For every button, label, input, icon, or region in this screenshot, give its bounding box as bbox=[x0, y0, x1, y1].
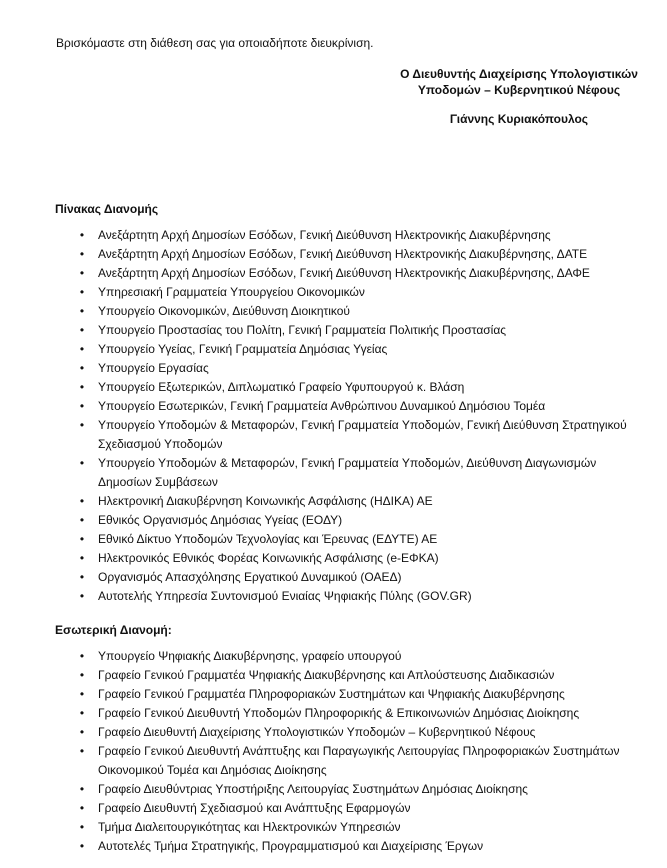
bullet-icon: • bbox=[79, 494, 85, 508]
list-item bbox=[0, 226, 667, 245]
bullet-icon: • bbox=[79, 380, 85, 394]
bullet-icon: • bbox=[79, 839, 85, 853]
list-item-text: Αυτοτελές Τμήμα Στρατηγικής, Προγραμματισμού και Διαχείρισης Έργων bbox=[98, 839, 484, 853]
list-item-text: Υπουργείο Προστασίας του Πολίτη, Γενική Γραμματεία Πολιτικής Προστασίας bbox=[98, 323, 507, 337]
list-item-text: Υπουργείο Υποδομών & Μεταφορών, Γενική Γραμματεία Υποδομών, Γενική Διεύθυνση Στρατηγικού Σχεδιασμού Υποδομών bbox=[98, 418, 627, 451]
bullet-icon: • bbox=[79, 551, 85, 565]
bullet-icon: • bbox=[79, 687, 85, 701]
list-item bbox=[0, 666, 667, 685]
list-item bbox=[0, 321, 667, 340]
list-item bbox=[0, 283, 667, 302]
bullet-icon: • bbox=[79, 399, 85, 413]
bullet-icon: • bbox=[79, 725, 85, 739]
list-item bbox=[0, 587, 667, 606]
list-item bbox=[0, 723, 667, 742]
list-item bbox=[0, 647, 667, 666]
list-item-text: Υπουργείο Οικονομικών, Διεύθυνση Διοικητικού bbox=[98, 304, 350, 318]
list-item-text: Υπουργείο Εργασίας bbox=[98, 361, 209, 375]
list-item bbox=[0, 359, 667, 378]
bullet-icon: • bbox=[79, 801, 85, 815]
bullet-icon: • bbox=[79, 706, 85, 720]
list-item bbox=[0, 454, 667, 492]
bullet-icon: • bbox=[79, 513, 85, 527]
bullet-icon: • bbox=[79, 304, 85, 318]
bullet-icon: • bbox=[79, 820, 85, 834]
list-item bbox=[0, 530, 667, 549]
signature-title-line-1: Ο Διευθυντής Διαχείρισης Υπολογιστικών bbox=[400, 67, 638, 81]
list-item-text: Υπηρεσιακή Γραμματεία Υπουργείου Οικονομικών bbox=[98, 285, 365, 299]
bullet-icon: • bbox=[79, 649, 85, 663]
bullet-icon: • bbox=[79, 418, 85, 432]
list-item bbox=[0, 245, 667, 264]
list-item bbox=[0, 742, 667, 780]
bullet-icon: • bbox=[79, 532, 85, 546]
list-item-text: Γραφείο Γενικού Διευθυντή Ανάπτυξης και Παραγωγικής Λειτουργίας Πληροφοριακών Συστημάτων Οικονομικού Τομέα και Δημόσιας Διοίκησης bbox=[98, 744, 620, 777]
list-item-text: Γραφείο Γενικού Διευθυντή Υποδομών Πληροφορικής & Επικοινωνιών Δημόσιας Διοίκησης bbox=[98, 706, 580, 720]
bullet-icon: • bbox=[79, 570, 85, 584]
list-item bbox=[0, 302, 667, 321]
list-item-text: Γραφείο Γενικού Γραμματέα Ψηφιακής Διακυβέρνησης και Απλούστευσης Διαδικασιών bbox=[98, 668, 555, 682]
bullet-icon: • bbox=[79, 266, 85, 280]
list-item bbox=[0, 704, 667, 723]
bullet-icon: • bbox=[79, 589, 85, 603]
list-item bbox=[0, 799, 667, 818]
bullet-icon: • bbox=[79, 744, 85, 758]
list-item bbox=[0, 378, 667, 397]
list-item-text: Εθνικός Οργανισμός Δημόσιας Υγείας (ΕΟΔΥ) bbox=[98, 513, 343, 527]
distribution-list bbox=[0, 226, 667, 606]
distribution-heading: Πίνακας Διανομής bbox=[55, 202, 159, 216]
list-item bbox=[0, 492, 667, 511]
list-item-text: Υπουργείο Εξωτερικών, Διπλωματικό Γραφείο Υφυπουργού κ. Βλάση bbox=[98, 380, 465, 394]
list-item-text: Ανεξάρτητη Αρχή Δημοσίων Εσόδων, Γενική Διεύθυνση Ηλεκτρονικής Διακυβέρνησης, ΔΑΤΕ bbox=[98, 247, 588, 261]
list-item-text: Υπουργείο Υποδομών & Μεταφορών, Γενική Γραμματεία Υποδομών, Διεύθυνση Διαγωνισμών Δημοσίων Συμβάσεων bbox=[98, 456, 597, 489]
closing-paragraph: Βρισκόμαστε στη διάθεση σας για οποιαδήποτε διευκρίνιση. bbox=[56, 36, 374, 50]
list-item-text: Υπουργείο Υγείας, Γενική Γραμματεία Δημόσιας Υγείας bbox=[98, 342, 388, 356]
signature-title-line-2: Υποδομών – Κυβερνητικού Νέφους bbox=[417, 83, 621, 97]
list-item-text: Ηλεκτρονική Διακυβέρνηση Κοινωνικής Ασφάλισης (ΗΔΙΚΑ) ΑΕ bbox=[98, 494, 433, 508]
list-item-text: Γραφείο Γενικού Γραμματέα Πληροφοριακών Συστημάτων και Ψηφιακής Διακυβέρνησης bbox=[98, 687, 565, 701]
bullet-icon: • bbox=[79, 285, 85, 299]
list-item bbox=[0, 264, 667, 283]
bullet-icon: • bbox=[79, 247, 85, 261]
list-item-text: Ανεξάρτητη Αρχή Δημοσίων Εσόδων, Γενική Διεύθυνση Ηλεκτρονικής Διακυβέρνησης bbox=[98, 228, 551, 242]
list-item-text: Υπουργείο Ψηφιακής Διακυβέρνησης, γραφείο υπουργού bbox=[98, 649, 402, 663]
bullet-icon: • bbox=[79, 228, 85, 242]
signature-name: Γιάννης Κυριακόπουλος bbox=[449, 112, 589, 126]
list-item-text: Ανεξάρτητη Αρχή Δημοσίων Εσόδων, Γενική Διεύθυνση Ηλεκτρονικής Διακυβέρνησης, ΔΑΦΕ bbox=[98, 266, 590, 280]
bullet-icon: • bbox=[79, 342, 85, 356]
bullet-icon: • bbox=[79, 668, 85, 682]
list-item-text: Γραφείο Διευθυντή Σχεδιασμού και Ανάπτυξης Εφαρμογών bbox=[98, 801, 411, 815]
bullet-icon: • bbox=[79, 782, 85, 796]
list-item-text: Οργανισμός Απασχόλησης Εργατικού Δυναμικού (ΟΑΕΔ) bbox=[98, 570, 402, 584]
list-item-text: Γραφείο Διευθύντριας Υποστήριξης Λειτουργίας Συστημάτων Δημόσιας Διοίκησης bbox=[98, 782, 528, 796]
list-item bbox=[0, 340, 667, 359]
list-item-text: Εθνικό Δίκτυο Υποδομών Τεχνολογίας και Έρευνας (ΕΔΥΤΕ) ΑΕ bbox=[98, 532, 438, 546]
internal-distribution-heading: Εσωτερική Διανομή: bbox=[55, 623, 172, 637]
bullet-icon: • bbox=[79, 456, 85, 470]
list-item bbox=[0, 780, 667, 799]
bullet-icon: • bbox=[79, 323, 85, 337]
list-item bbox=[0, 837, 667, 856]
list-item-text: Γραφείο Διευθυντή Διαχείρισης Υπολογιστικών Υποδομών – Κυβερνητικού Νέφους bbox=[98, 725, 536, 739]
list-item bbox=[0, 568, 667, 587]
list-item bbox=[0, 818, 667, 837]
list-item bbox=[0, 549, 667, 568]
list-item-text: Τμήμα Διαλειτουργικότητας και Ηλεκτρονικών Υπηρεσιών bbox=[98, 820, 401, 834]
list-item bbox=[0, 685, 667, 704]
internal-distribution-list bbox=[0, 647, 667, 856]
list-item-text: Αυτοτελής Υπηρεσία Συντονισμού Ενιαίας Ψηφιακής Πύλης (GOV.GR) bbox=[98, 589, 472, 603]
bullet-icon: • bbox=[79, 361, 85, 375]
list-item bbox=[0, 511, 667, 530]
list-item-text: Ηλεκτρονικός Εθνικός Φορέας Κοινωνικής Ασφάλισης (e-ΕΦΚΑ) bbox=[98, 551, 439, 565]
list-item bbox=[0, 416, 667, 454]
list-item bbox=[0, 397, 667, 416]
list-item-text: Υπουργείο Εσωτερικών, Γενική Γραμματεία Ανθρώπινου Δυναμικού Δημόσιου Τομέα bbox=[98, 399, 546, 413]
